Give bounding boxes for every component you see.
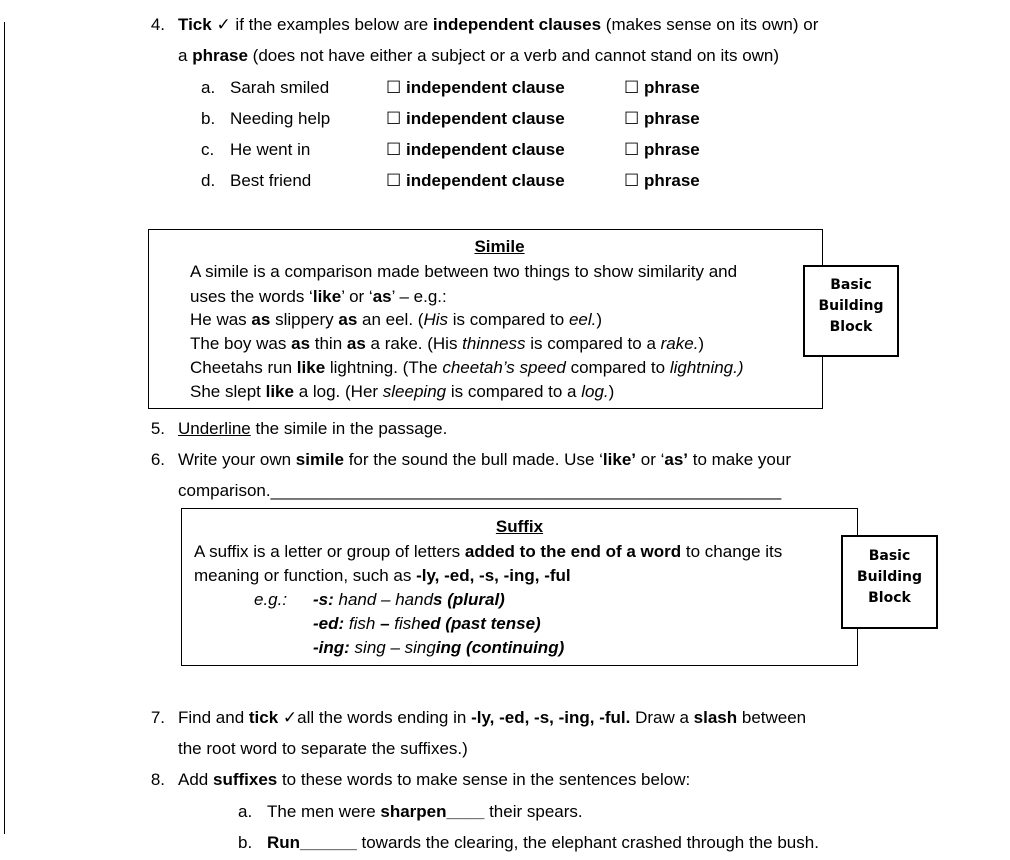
simile-title: Simile <box>474 237 525 256</box>
simile-definition-line-2: uses the words ‘like’ or ‘as’ – e.g.: <box>190 287 447 306</box>
question-number: 5. <box>150 419 165 438</box>
item-text: Sarah smiled <box>230 78 330 97</box>
question-6-line-1: Write your own simile for the sound the bull made. Use ‘like’ or ‘as’ to make your <box>178 450 791 469</box>
eg-label: e.g.: <box>254 590 288 609</box>
question-7-line-1: Find and tick ✓all the words ending in -ly, -ed, -s, -ing, -ful. Draw a slash between <box>178 708 807 727</box>
question-number: 8. <box>150 770 165 789</box>
independent-clause-checkbox[interactable]: ☐ independent clause <box>386 109 565 128</box>
question-7-line-2: the root word to separate the suffixes.) <box>178 739 468 758</box>
question-number: 7. <box>150 708 165 727</box>
suffix-example-3: -ing: sing – singing (continuing) <box>313 638 565 657</box>
phrase-checkbox[interactable]: ☐ phrase <box>624 171 700 190</box>
item-text: Best friend <box>230 171 312 190</box>
phrase-checkbox[interactable]: ☐ phrase <box>624 140 700 159</box>
independent-clause-checkbox[interactable]: ☐ independent clause <box>386 171 565 190</box>
item-letter: a. <box>238 802 253 821</box>
sentence-b[interactable]: Run______ towards the clearing, the elephant crashed through the bush. <box>267 833 819 852</box>
sentence-a[interactable]: The men were sharpen____ their spears. <box>267 802 583 821</box>
page-margin-line <box>4 22 5 834</box>
phrase-checkbox[interactable]: ☐ phrase <box>624 78 700 97</box>
phrase-checkbox[interactable]: ☐ phrase <box>624 109 700 128</box>
basic-building-block-badge: Basic Building Block <box>841 535 938 629</box>
item-letter: d. <box>201 171 216 190</box>
item-letter: a. <box>201 78 216 97</box>
item-text: Needing help <box>230 109 331 128</box>
suffix-example-2: -ed: fish – fished (past tense) <box>313 614 541 633</box>
simile-example-3: Cheetahs run like lightning. (The cheetah’s speed compared to lightning.) <box>190 358 744 377</box>
simile-example-1: He was as slippery as an eel. (His is compared to eel.) <box>190 310 603 329</box>
question-number: 6. <box>150 450 165 469</box>
simile-example-4: She slept like a log. (Her sleeping is compared to a log.) <box>190 382 615 401</box>
item-letter: b. <box>201 109 216 128</box>
simile-definition-line-1: A simile is a comparison made between two things to show similarity and <box>190 262 738 281</box>
independent-clause-checkbox[interactable]: ☐ independent clause <box>386 78 565 97</box>
suffix-title: Suffix <box>495 517 544 536</box>
basic-building-block-badge: Basic Building Block <box>803 265 899 357</box>
simile-example-2: The boy was as thin as a rake. (His thinness is compared to a rake.) <box>190 334 705 353</box>
answer-line[interactable]: comparison.______________________________________________________ <box>178 481 782 500</box>
item-letter: b. <box>238 833 253 852</box>
question-number: 4. <box>150 15 165 34</box>
suffix-definition-line-2: meaning or function, such as -ly, -ed, -s, -ing, -ful <box>194 566 571 585</box>
tick-icon: ✓ <box>282 708 298 727</box>
item-letter: c. <box>201 140 215 159</box>
question-4-line-2: a phrase (does not have either a subject or a verb and cannot stand on its own) <box>178 46 780 65</box>
question-8-line-1: Add suffixes to these words to make sense in the sentences below: <box>178 770 691 789</box>
independent-clause-checkbox[interactable]: ☐ independent clause <box>386 140 565 159</box>
suffix-definition-line-1: A suffix is a letter or group of letters added to the end of a word to change its <box>194 542 783 561</box>
question-4-line-1: Tick ✓ if the examples below are independent clauses (makes sense on its own) or <box>178 15 819 34</box>
question-5-text: Underline the simile in the passage. <box>178 419 448 438</box>
item-text: He went in <box>230 140 311 159</box>
tick-icon: ✓ <box>216 15 231 34</box>
suffix-example-1: -s: hand – hands (plural) <box>313 590 505 609</box>
